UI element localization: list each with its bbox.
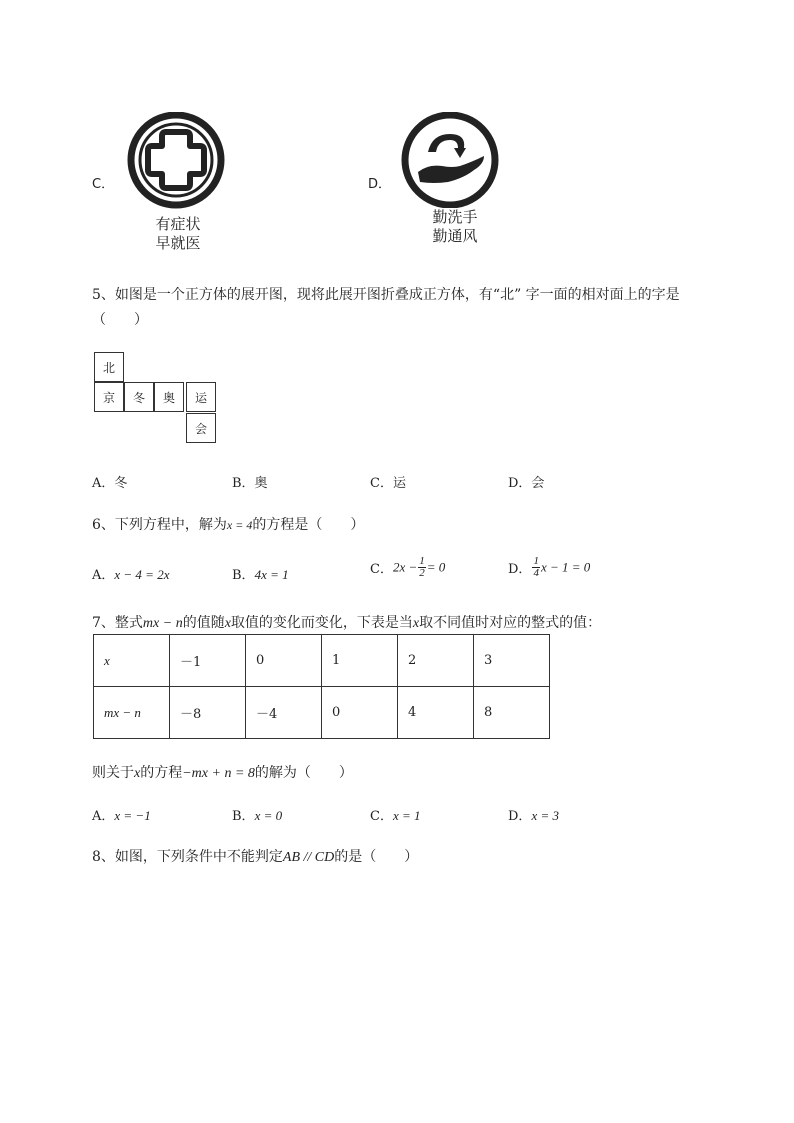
- option-label: D．: [508, 562, 532, 577]
- option-label: C．: [370, 809, 393, 824]
- option-label: A．: [92, 568, 115, 583]
- q7-option-b: [232, 805, 282, 824]
- option-expression: x − 4 = 2x: [114, 567, 170, 582]
- q6-option-d: [508, 556, 590, 579]
- q7-follow-up: [92, 762, 353, 782]
- numerator: 1: [533, 555, 539, 567]
- table-cell: 3: [474, 635, 550, 687]
- q6-option-b: [232, 564, 289, 583]
- option-expression: x = 0: [254, 808, 283, 823]
- q5-option-a: A．冬: [92, 476, 128, 491]
- q7-option-d: [508, 805, 559, 824]
- net-cell: 会: [186, 413, 216, 443]
- q7-stem-text: 取不同值时对应的整式的值：: [419, 615, 602, 631]
- table-cell: －1: [170, 635, 246, 687]
- option-expression: 4x = 1: [254, 567, 289, 582]
- net-cell: 运: [186, 382, 216, 412]
- q7-follow-variable: x: [134, 766, 141, 781]
- q7-stem-expression: mx − n: [142, 616, 183, 631]
- caption-line: 有症状: [155, 215, 201, 233]
- q7-follow-text: 的解为（ ）: [254, 765, 353, 781]
- option-expression: x = −1: [114, 808, 151, 823]
- q4-option-c-caption: [148, 215, 208, 253]
- table-cell: 0: [322, 687, 398, 739]
- option-expression-end: = 0: [426, 559, 446, 575]
- q5-option-b: B．奥: [232, 476, 268, 491]
- option-label: D．: [508, 809, 532, 824]
- q7-stem-variable: x: [224, 616, 231, 631]
- q7-stem-text: 的值随: [182, 615, 225, 631]
- q7-stem: [92, 612, 601, 632]
- option-label: C．: [370, 562, 393, 577]
- option-expression: x = 3: [531, 808, 559, 823]
- value-table: [93, 634, 550, 739]
- table-cell: －8: [170, 687, 246, 739]
- option-expression: x = 1: [392, 808, 421, 823]
- option-label: B．: [232, 809, 255, 824]
- q6-stem-text: 6、下列方程中，解为: [92, 517, 227, 533]
- q8-stem-expression: AB // CD: [282, 850, 335, 865]
- table-cell: 0: [246, 635, 322, 687]
- q4-option-d-caption: [425, 208, 485, 246]
- table-row: [94, 635, 550, 687]
- denominator: 2: [419, 567, 425, 579]
- table-cell: 4: [398, 687, 474, 739]
- q7-follow-equation: −mx + n = 8: [182, 766, 255, 781]
- net-cell: 北: [94, 352, 124, 382]
- q8-stem: [92, 846, 418, 866]
- q8-stem-text: 8、如图，下列条件中不能判定: [92, 849, 283, 865]
- q7-follow-text: 则关于: [92, 765, 134, 781]
- q6-stem-text-end: 的方程是（ ）: [252, 517, 365, 533]
- option-expression: x − 1 = 0: [540, 559, 591, 575]
- denominator: 4: [533, 567, 539, 579]
- q6-option-a: [92, 564, 169, 583]
- q8-stem-text: 的是（ ）: [334, 849, 419, 865]
- option-label: A．: [92, 809, 115, 824]
- option-expression: 2x −: [392, 559, 418, 575]
- q7-option-c: [370, 805, 421, 824]
- option-label: B．: [232, 568, 255, 583]
- q7-follow-text: 的方程: [140, 765, 183, 781]
- q6-option-c: [370, 556, 445, 579]
- q5-option-c: C．运: [370, 476, 406, 491]
- net-cell: 京: [94, 382, 124, 412]
- table-cell: 8: [474, 687, 550, 739]
- table-cell: －4: [246, 687, 322, 739]
- numerator: 1: [419, 555, 425, 567]
- q5-option-d: D．会: [508, 476, 545, 491]
- table-header-cell: x: [94, 635, 170, 687]
- q6-stem-equation: x = 4: [226, 518, 253, 532]
- hand-washing-sign-icon: [398, 112, 502, 208]
- net-cell: 奥: [154, 382, 184, 412]
- q4-option-c-letter: C．: [92, 177, 115, 192]
- table-header-cell: mx − n: [94, 687, 170, 739]
- q7-stem-text: 取值的变化而变化，下表是当: [230, 615, 413, 631]
- cross-sign-icon: [124, 112, 228, 210]
- table-cell: 2: [398, 635, 474, 687]
- q7-stem-variable: x: [412, 616, 420, 631]
- table-row: [94, 687, 550, 739]
- q6-stem: [92, 514, 364, 534]
- q5-stem: 5、如图是一个正方体的展开图，现将此展开图折叠成正方体，有“北” 字一面的相对面上的字是: [92, 287, 680, 303]
- q7-option-a: [92, 805, 151, 824]
- caption-line: 早就医: [155, 234, 201, 252]
- table-cell: 1: [322, 635, 398, 687]
- q7-stem-text: 7、整式: [92, 615, 143, 631]
- caption-line: 勤通风: [432, 227, 478, 245]
- fraction: [418, 556, 426, 579]
- fraction: [532, 556, 540, 579]
- net-cell: 冬: [124, 382, 154, 412]
- q4-option-d-letter: D．: [368, 177, 392, 192]
- caption-line: 勤洗手: [432, 208, 478, 226]
- q5-paren: （ ）: [92, 312, 148, 328]
